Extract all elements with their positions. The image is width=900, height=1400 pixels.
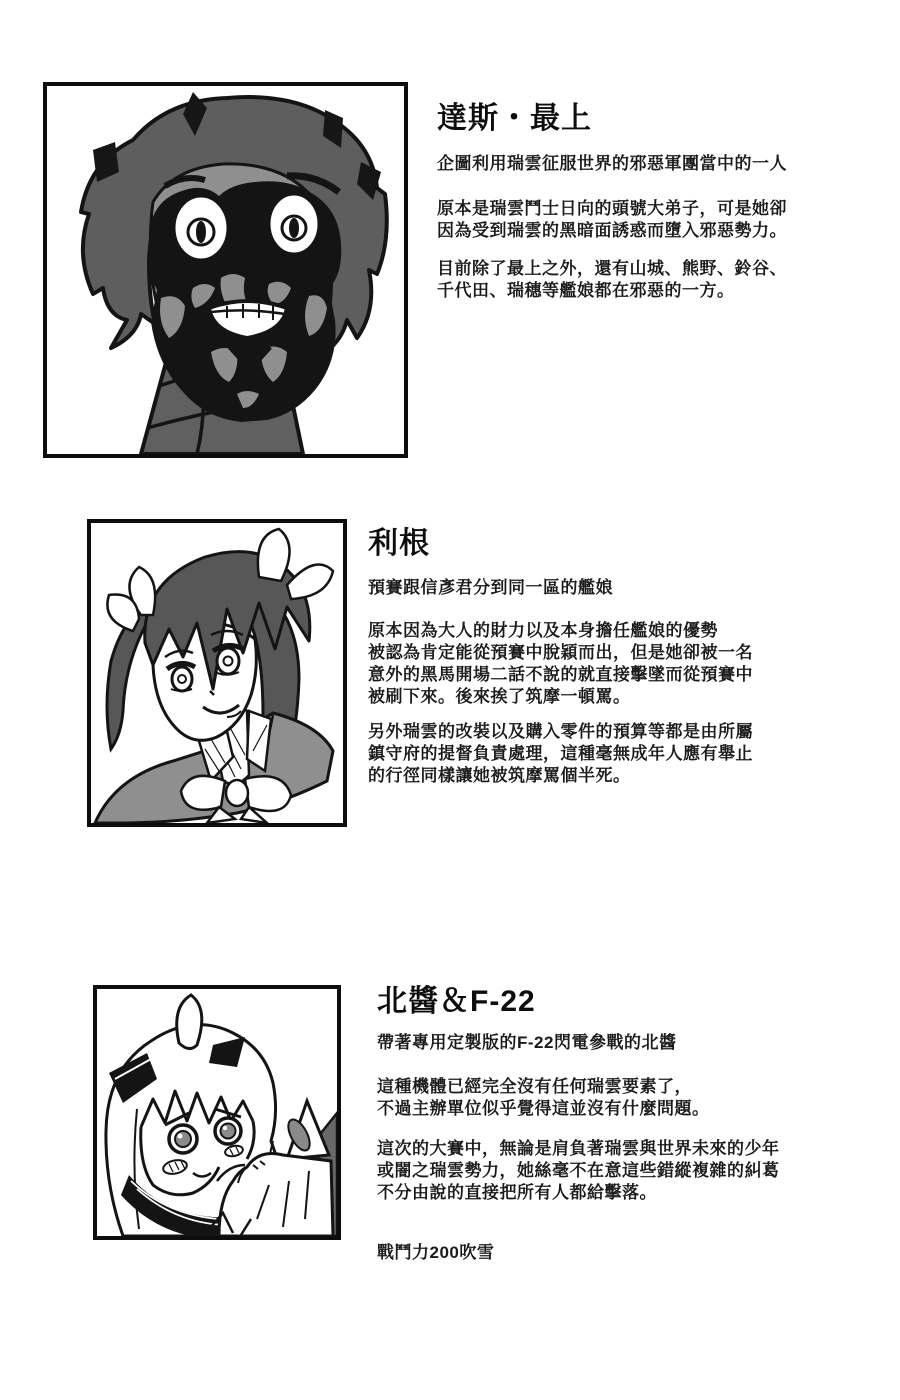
portrait-dass-mogami: [43, 82, 408, 458]
paragraph: [377, 1138, 780, 1204]
paragraph: [437, 153, 787, 175]
paragraph: [437, 198, 787, 242]
paragraph: [368, 721, 753, 787]
text-line: 另外瑞雲的改裝以及購入零件的預算等都是由所屬: [368, 722, 753, 741]
text-line: 或闇之瑞雲勢力，她絲毫不在意這些錯縱複雜的糾葛: [377, 1161, 780, 1180]
text-line: 企圖利用瑞雲征服世界的邪惡軍團當中的一人: [437, 154, 787, 173]
hoppou-f22-illustration: [97, 989, 337, 1236]
paragraph: [377, 1032, 676, 1054]
text-line: 意外的黑馬開場二話不說的就直接擊墜而從預賽中: [368, 665, 753, 684]
portrait-tone: [87, 519, 347, 827]
paragraph: [377, 1076, 710, 1120]
text-line: 不過主辦單位似乎覺得這並沒有什麼問題。: [377, 1099, 710, 1118]
tone-illustration: [91, 523, 343, 823]
text-line: 原本因為大人的財力以及本身擔任艦娘的優勢: [368, 621, 718, 640]
text-line: 帶著專用定製版的F-22閃電參戰的北醬: [377, 1033, 677, 1052]
text-line: 鎮守府的提督負責處理，這種毫無成年人應有舉止: [368, 744, 753, 763]
text-line: 預賽跟信彥君分到同一區的艦娘: [368, 578, 613, 597]
text-line: 原本是瑞雲鬥士日向的頭號大弟子，可是她卻: [437, 199, 787, 218]
section-title-hoppou-f22: 北醬＆F-22: [377, 985, 536, 1018]
text-line: 被認為肯定能從預賽中脫穎而出，但是她卻被一名: [368, 643, 753, 662]
text-line: 千代田、瑞穗等艦娘都在邪惡的一方。: [437, 281, 735, 300]
text-line: 戰鬥力200吹雪: [377, 1243, 495, 1262]
text-line: 的行徑同樣讓她被筑摩罵個半死。: [368, 766, 631, 785]
text-line: 這種機體已經完全沒有任何瑞雲要素了，: [377, 1077, 692, 1096]
text-line: 這次的大賽中，無論是肩負著瑞雲與世界未來的少年: [377, 1139, 780, 1158]
paragraph: [368, 577, 613, 599]
paragraph: [437, 258, 787, 302]
text-line: 不分由說的直接把所有人都給擊落。: [377, 1183, 657, 1202]
dass-mogami-illustration: [47, 86, 404, 454]
portrait-hoppou-f22: [93, 985, 341, 1240]
power-note: [377, 1242, 494, 1264]
section-title-dass-mogami: 達斯・最上: [437, 102, 592, 135]
paragraph: [368, 620, 753, 708]
text-line: 因為受到瑞雲的黑暗面誘惑而墮入邪惡勢力。: [437, 221, 787, 240]
text-line: 目前除了最上之外，還有山城、熊野、鈴谷、: [437, 259, 787, 278]
text-line: 被刷下來。後來挨了筑摩一頓罵。: [368, 687, 631, 706]
section-title-tone: 利根: [368, 527, 430, 560]
